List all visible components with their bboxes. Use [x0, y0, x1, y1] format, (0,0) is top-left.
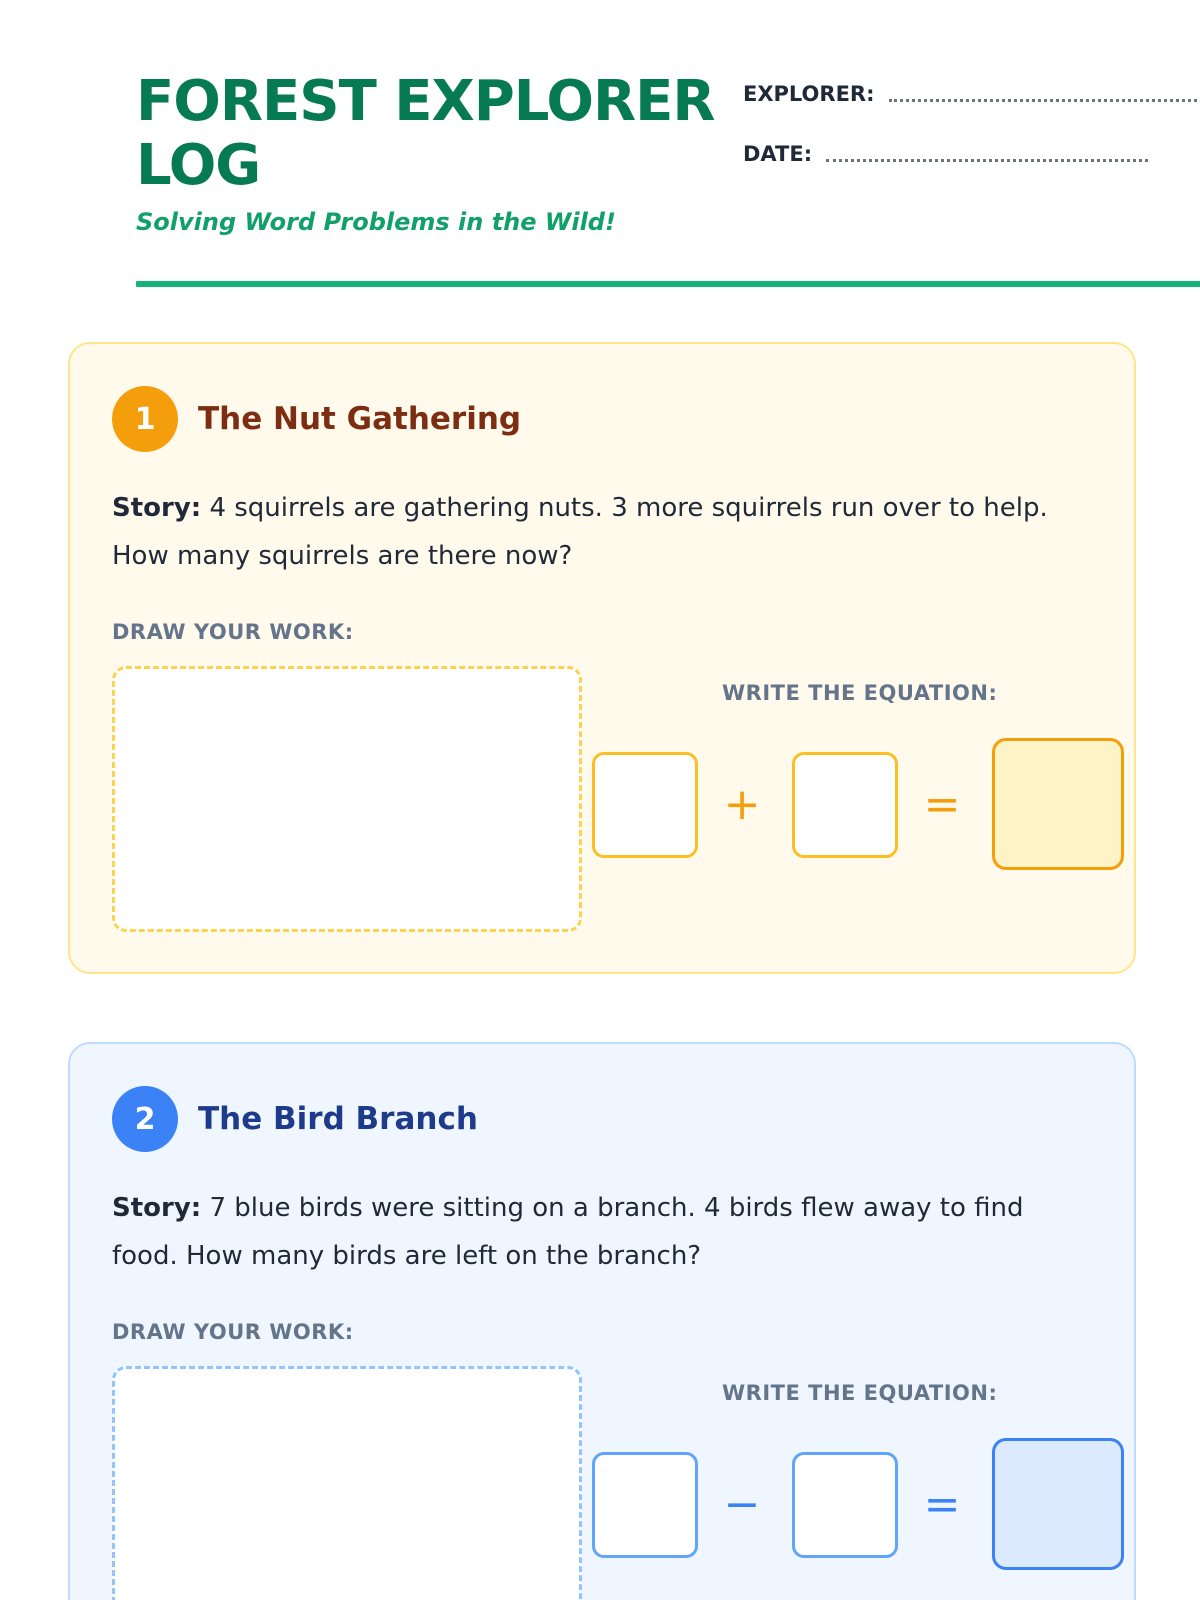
draw-work-label: DRAW YOUR WORK: [112, 1320, 354, 1344]
problem-number-badge: 1 [112, 386, 178, 452]
equals-sign: = [923, 779, 961, 830]
date-label: DATE: [743, 142, 813, 166]
second-number-box[interactable] [792, 752, 898, 858]
explorer-row [743, 72, 1200, 106]
draw-work-area[interactable] [112, 666, 582, 932]
problem-story [112, 1184, 1092, 1280]
second-number-box[interactable] [792, 1452, 898, 1558]
worksheet-subtitle: Solving Word Problems in the Wild! [136, 208, 616, 236]
answer-box[interactable] [992, 1438, 1124, 1570]
problem-number-badge: 2 [112, 1086, 178, 1152]
plus-operator: + [723, 779, 761, 830]
problem-heading [112, 386, 521, 452]
first-number-box[interactable] [592, 752, 698, 858]
story-text: 4 squirrels are gathering nuts. 3 more squirrels run over to help. How many squirrels are there now? [112, 493, 1048, 571]
problem-heading [112, 1086, 478, 1152]
explorer-label: EXPLORER: [743, 82, 875, 106]
story-label: Story: [112, 1193, 202, 1223]
student-info [743, 72, 1200, 192]
first-number-box[interactable] [592, 1452, 698, 1558]
problem-story [112, 484, 1092, 580]
problem-card-1 [68, 342, 1136, 974]
header-divider [136, 281, 1200, 287]
problem-card-2 [68, 1042, 1136, 1600]
equation-label: WRITE THE EQUATION: [722, 1381, 998, 1405]
date-row [743, 132, 1200, 166]
worksheet-header [68, 0, 1132, 290]
explorer-name-line[interactable] [889, 99, 1200, 102]
problem-title: The Bird Branch [198, 1101, 478, 1137]
date-line[interactable] [826, 159, 1148, 162]
draw-work-area[interactable] [112, 1366, 582, 1600]
minus-operator: − [723, 1479, 761, 1530]
story-text: 7 blue birds were sitting on a branch. 4 birds flew away to find food. How many birds are left on the branch? [112, 1193, 1024, 1271]
problem-title: The Nut Gathering [198, 401, 522, 437]
equation-label: WRITE THE EQUATION: [722, 681, 998, 705]
story-label: Story: [112, 493, 202, 523]
title-block [136, 70, 736, 236]
draw-work-label: DRAW YOUR WORK: [112, 620, 354, 644]
equals-sign: = [923, 1479, 961, 1530]
answer-box[interactable] [992, 738, 1124, 870]
worksheet-title: FOREST EXPLORER LOG [136, 69, 715, 198]
